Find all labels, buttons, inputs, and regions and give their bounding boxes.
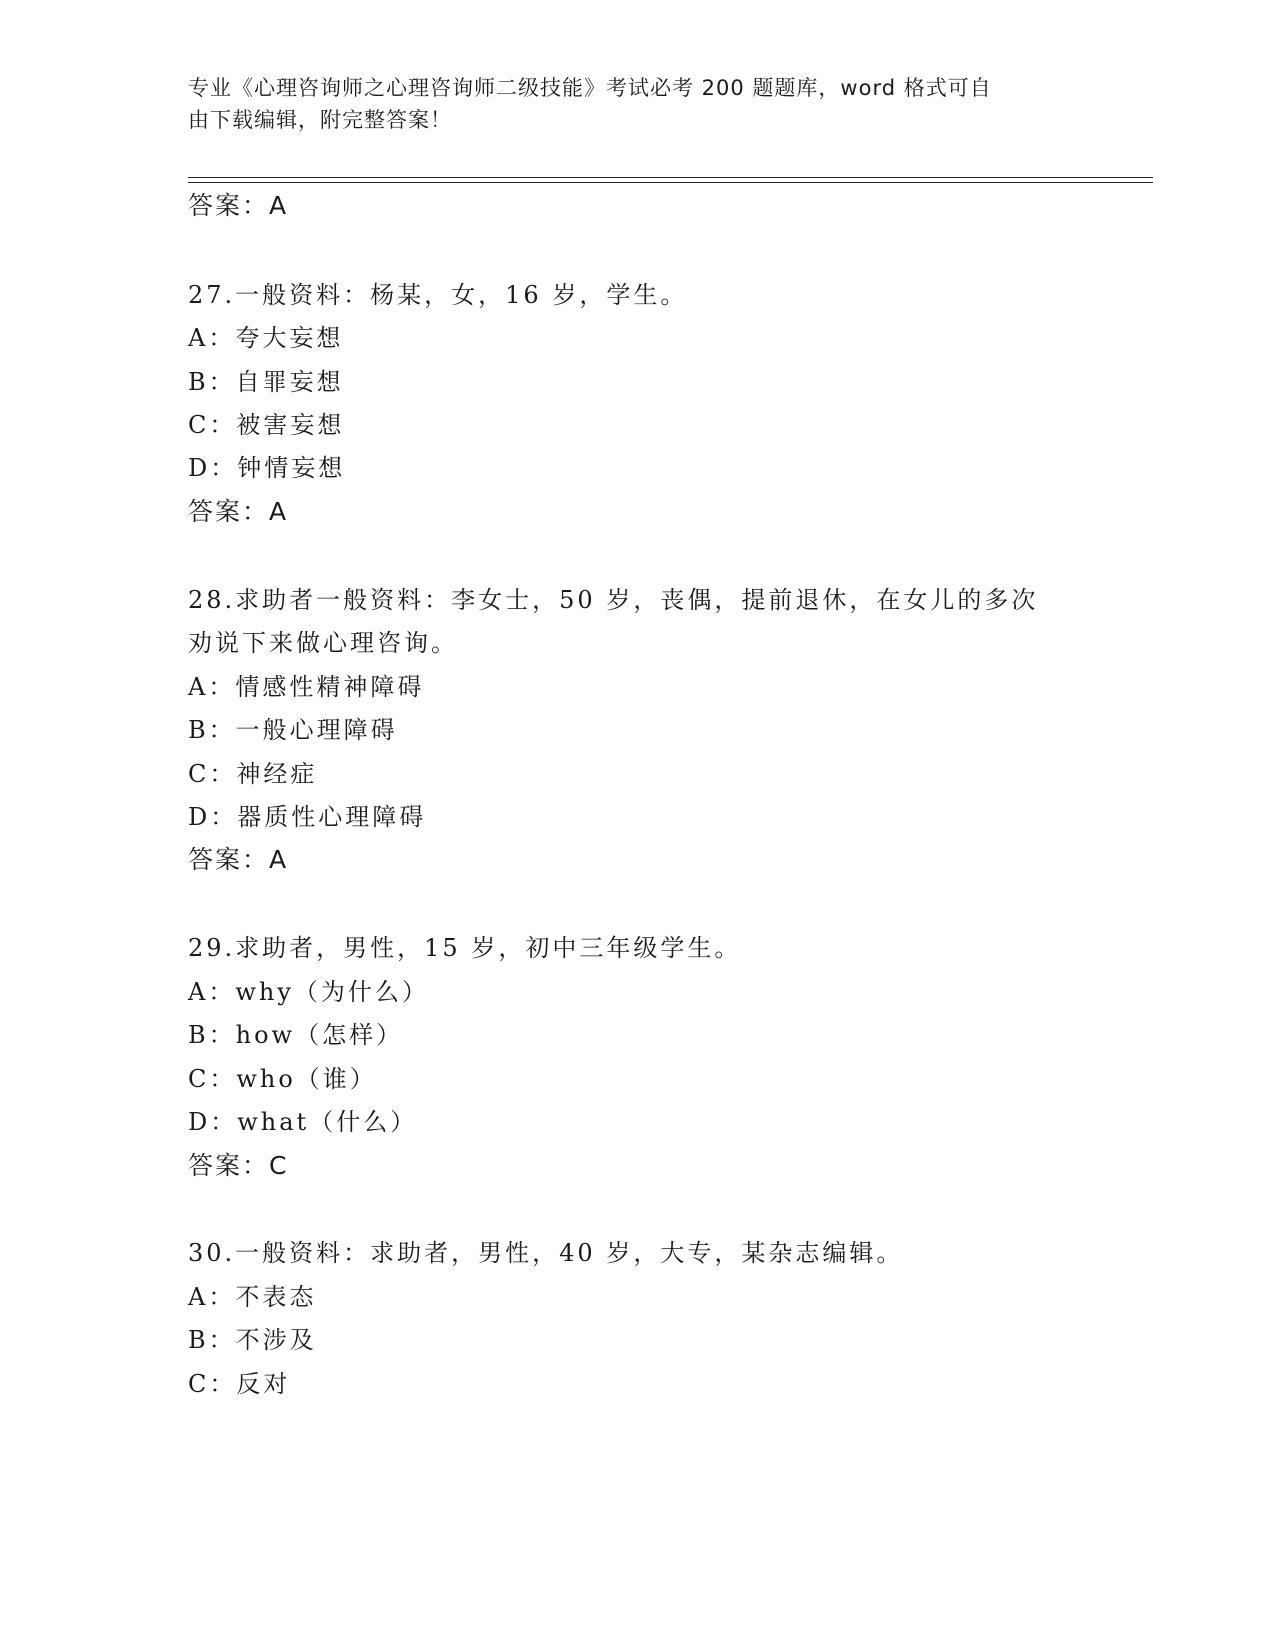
question-29-option-d: D：what（什么） <box>188 1108 418 1136</box>
question-29-stem: 29.求助者，男性，15 岁，初中三年级学生。 <box>188 934 742 962</box>
question-29-option-c: C：who（谁） <box>188 1065 377 1093</box>
question-30-option-c: C：反对 <box>188 1370 291 1398</box>
answer-q27: 答案：A <box>188 497 289 526</box>
question-28-option-c: C：神经症 <box>188 760 318 788</box>
answer-q26: 答案：A <box>188 191 289 220</box>
question-27-option-a: A：夸大妄想 <box>188 324 344 352</box>
question-28-option-a: A：情感性精神障碍 <box>188 673 425 701</box>
header-divider-bottom <box>188 182 1153 183</box>
question-30-option-b: B：不涉及 <box>188 1326 317 1354</box>
question-27-stem: 27.一般资料：杨某，女，16 岁，学生。 <box>188 281 688 309</box>
question-30-option-a: A：不表态 <box>188 1283 317 1311</box>
question-28-option-d: D：器质性心理障碍 <box>188 803 427 831</box>
question-30-stem: 30.一般资料：求助者，男性，40 岁，大专，某杂志编辑。 <box>188 1239 904 1267</box>
header-divider-top <box>188 177 1153 178</box>
question-29-option-a: A：why（为什么） <box>188 978 429 1006</box>
question-28-stem-line-1: 28.求助者一般资料：李女士，50 岁，丧偶，提前退休，在女儿的多次 <box>188 586 1039 614</box>
document-header <box>188 72 1068 136</box>
question-28-stem-line-2: 劝说下来做心理咨询。 <box>188 629 458 657</box>
answer-q28: 答案：A <box>188 845 289 874</box>
header-line-1: 专业《心理咨询师之心理咨询师二级技能》考试必考 200 题题库，word 格式可自 <box>188 76 992 100</box>
question-29-option-b: B：how（怎样） <box>188 1021 404 1049</box>
header-line-2: 由下载编辑，附完整答案！ <box>188 108 452 132</box>
answer-q29: 答案：C <box>188 1151 289 1180</box>
question-28-option-b: B：一般心理障碍 <box>188 716 398 744</box>
question-27-option-d: D：钟情妄想 <box>188 454 346 482</box>
question-27-option-b: B：自罪妄想 <box>188 368 344 396</box>
question-27-option-c: C：被害妄想 <box>188 411 345 439</box>
